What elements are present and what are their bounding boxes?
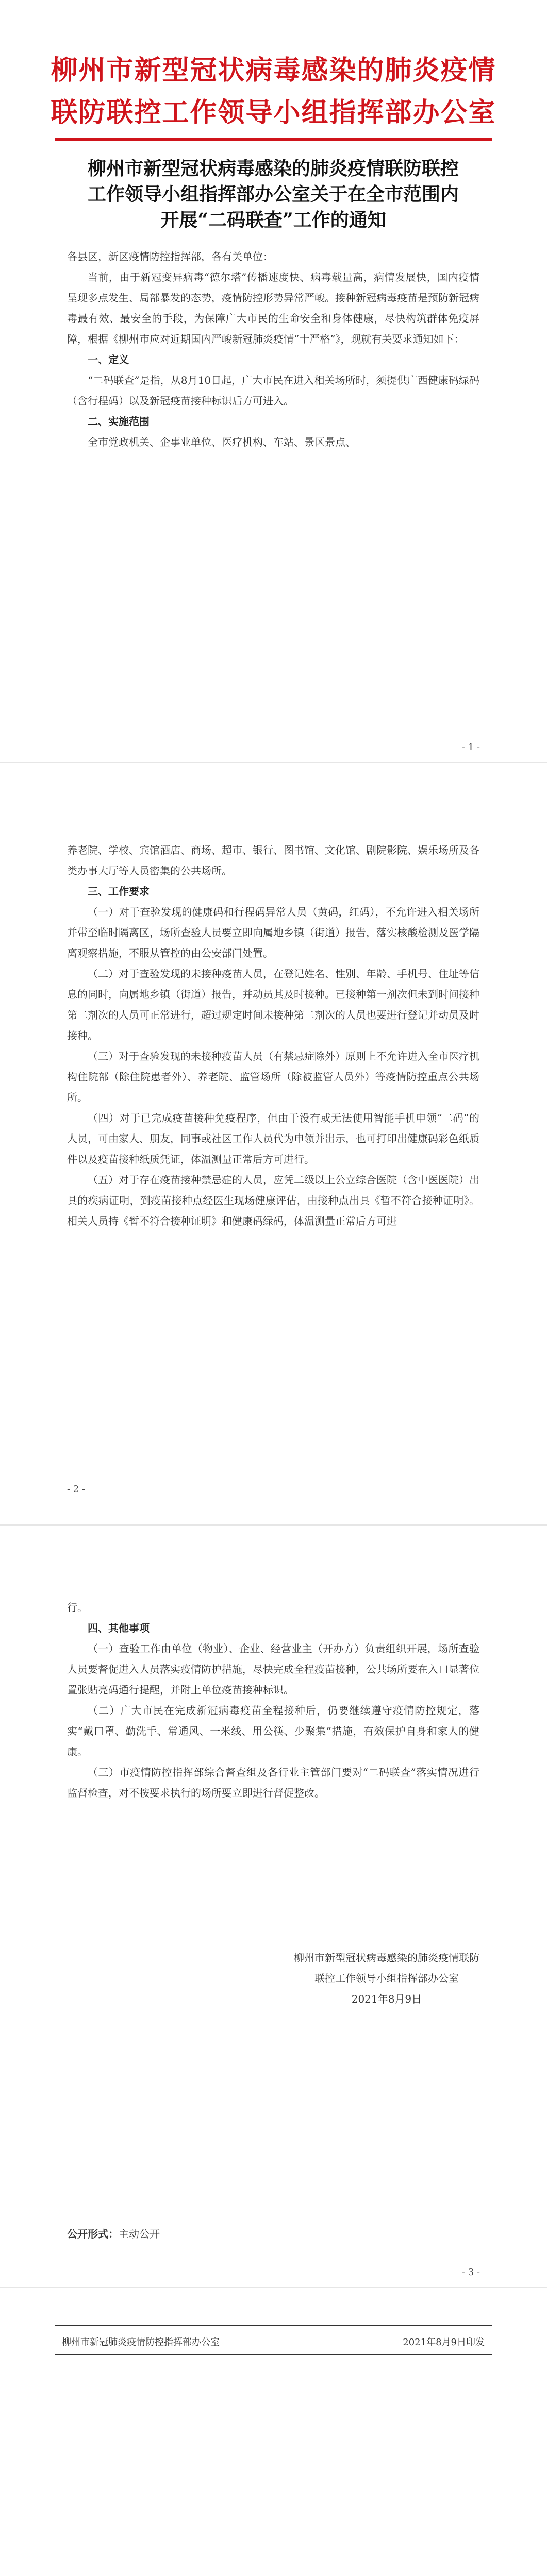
title-line-3: 开展“二码联查”工作的通知 xyxy=(160,209,386,231)
definition-paragraph: “二码联查”是指，从8月10日起，广大市民在进入相关场所时，须提供广西健康码绿码（含行程码）以及新冠疫苗接种标识后方可进入。 xyxy=(67,374,479,407)
other-item-1: （一）查验工作由单位（物业）、企业、经营业主（开办方）负责组织开展，场所查验人员要督促进入人员落实疫情防护措施，尽快完成全程疫苗接种，公共场所要在入口显著位置张贴亮码通行提醒，并附上单位疫苗接种标识。 xyxy=(67,1642,479,1696)
red-letterhead xyxy=(0,49,547,134)
other-item-2: （二）广大市民在完成新冠病毒疫苗全程接种后，仍要继续遵守疫情防控规定，落实“戴口罩、勤洗手、常通风、一米线、用公筷、少聚集”措施，有效保护自身和家人的健康。 xyxy=(67,1704,479,1758)
publication-form-label: 公开形式： xyxy=(67,2228,119,2240)
page-number: - 1 - xyxy=(461,742,480,753)
page-number: - 3 - xyxy=(461,2267,480,2278)
letterhead-line-1: 柳州市新型冠状病毒感染的肺炎疫情 xyxy=(51,55,496,86)
section-heading-scope: 二、实施范围 xyxy=(88,415,150,428)
requirement-item-1: （一）对于查验发现的健康码和行程码异常人员（黄码，红码），不允许进入相关场所并带至临时隔离区，场所查验人员要立即向属地乡镇（街道）报告，落实核酸检测及医学隔离观察措施，不服从管控的由公安部门处置。 xyxy=(67,906,479,959)
publication-form-value: 主动公开 xyxy=(119,2228,160,2240)
document-title xyxy=(62,156,485,233)
footer-bottom-rule xyxy=(55,2354,492,2355)
page-1-body xyxy=(67,246,479,452)
signature-line-1: 柳州市新型冠状病毒感染的肺炎疫情联防 xyxy=(294,1952,479,1964)
scope-paragraph: 全市党政机关、企事业单位、医疗机构、车站、景区景点、 xyxy=(88,436,356,448)
issuer-name: 柳州市新冠肺炎疫情防控指挥部办公室 xyxy=(62,2337,220,2348)
section-heading-other: 四、其他事项 xyxy=(88,1622,150,1634)
page-2-body xyxy=(67,840,479,1231)
footer-top-rule xyxy=(55,2325,492,2326)
signature-date: 2021年8月9日 xyxy=(351,1993,422,2005)
page-number: - 2 - xyxy=(67,1484,86,1495)
requirement-item-5: （五）对于存在疫苗接种禁忌症的人员，应凭二级以上公立综合医院（含中医医院）出具的疾病证明，到疫苗接种点经医生现场健康评估，由接种点出具《暂不符合接种证明》。相关人员持《暂不符合接种证明》和健康码绿码，体温测量正常后方可进 xyxy=(67,1174,479,1227)
section-heading-requirements: 三、工作要求 xyxy=(88,885,150,897)
requirement-item-2: （二）对于查验发现的未接种疫苗人员，在登记姓名、性别、年龄、手机号、住址等信息的同时，向属地乡镇（街道）报告，并动员其及时接种。已接种第一剂次但未到时间接种第二剂次的人员可正常进行，超过规定时间未接种第二剂次的人员也要进行登记并动员及时接种。 xyxy=(67,968,479,1042)
page-2 xyxy=(0,762,547,1525)
intro-paragraph: 当前，由于新冠变异病毒“德尔塔”传播速度快、病毒载量高，病情发展快，国内疫情呈现多点发生、局部暴发的态势，疫情防控形势异常严峻。接种新冠病毒疫苗是预防新冠病毒最有效、最安全的手段，为保障广大市民的生命安全和身体健康，尽快构筑群体免疫屏障，根据《柳州市应对近期国内严峻新冠肺炎疫情“十严格”》，现就有关要求通知如下： xyxy=(67,271,479,345)
salutation: 各县区，新区疫情防控指挥部，各有关单位： xyxy=(67,250,273,263)
signature-block xyxy=(289,1947,485,2009)
red-divider xyxy=(55,138,492,141)
title-line-1: 柳州市新型冠状病毒感染的肺炎疫情联防联控 xyxy=(87,158,459,179)
requirement-item-4: （四）对于已完成疫苗接种免疫程序，但由于没有或无法使用智能手机申领“二码”的人员，可由家人、朋友，同事或社区工作人员代为申领并出示，也可打印出健康码彩色纸质件以及疫苗接种纸质凭证，体温测量正常后方可进行。 xyxy=(67,1112,479,1165)
letterhead-line-2: 联防联控工作领导小组指挥部办公室 xyxy=(51,97,496,128)
section-heading-definition: 一、定义 xyxy=(88,353,129,366)
scope-continuation: 养老院、学校、宾馆酒店、商场、超市、银行、图书馆、文化馆、剧院影院、娱乐场所及各类办事大厅等人员密集的公共场所。 xyxy=(67,844,479,877)
requirement-continuation: 行。 xyxy=(67,1601,88,1614)
page-1 xyxy=(0,0,547,762)
page-3 xyxy=(0,1525,547,2287)
requirement-item-3: （三）对于查验发现的未接种疫苗人员（有禁忌症除外）原则上不允许进入全市医疗机构住院部（除住院患者外）、养老院、监管场所（除被监管人员外）等疫情防控重点公共场所。 xyxy=(67,1050,479,1104)
signature-line-2: 联控工作领导小组指挥部办公室 xyxy=(314,1972,459,1985)
title-line-2: 工作领导小组指挥部办公室关于在全市范围内 xyxy=(87,183,459,205)
other-item-3: （三）市疫情防控指挥部综合督查组及各行业主管部门要对“二码联查”落实情况进行监督检查，对不按要求执行的场所要立即进行督促整改。 xyxy=(67,1766,479,1799)
page-4 xyxy=(0,2287,547,2576)
page-3-body xyxy=(67,1597,479,1803)
issue-date: 2021年8月9日印发 xyxy=(403,2337,485,2348)
publication-form xyxy=(67,2226,160,2241)
